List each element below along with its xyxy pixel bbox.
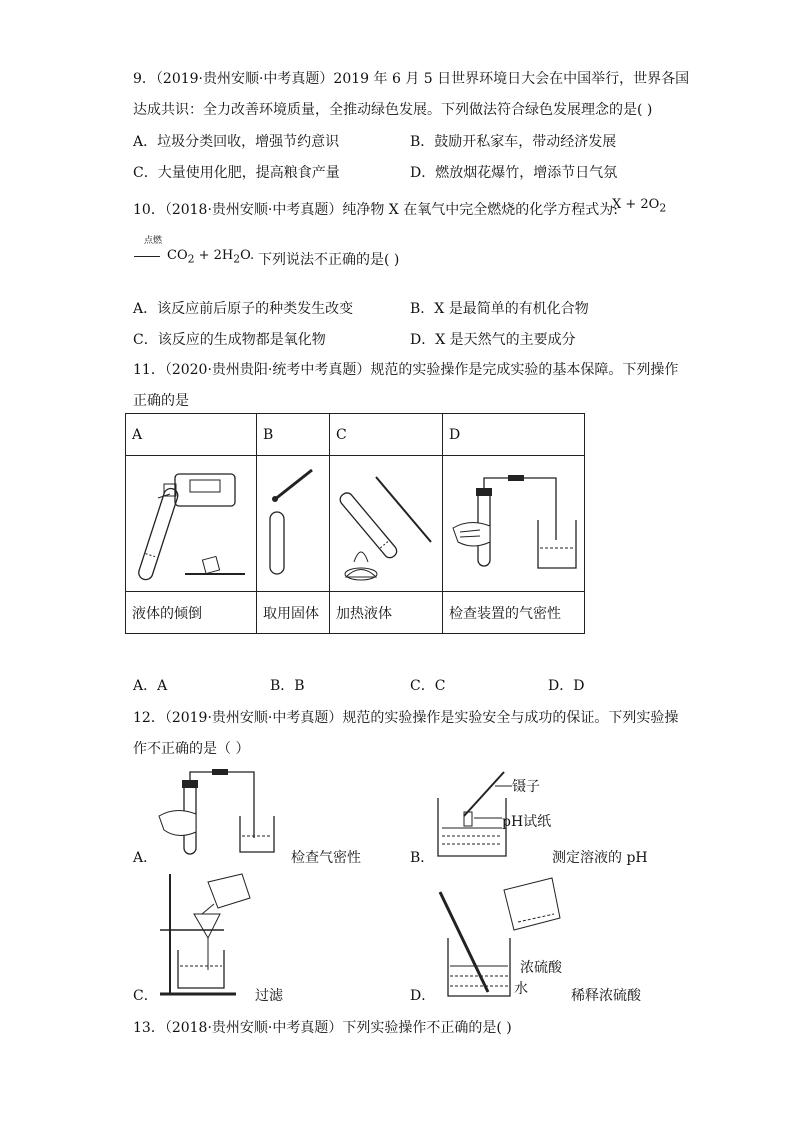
q11-stem-line2: 正确的是 [133,393,189,409]
q11-header-d: D [443,414,585,456]
q11-header-b: B [257,414,330,456]
q12-option-a-letter: A． [133,850,158,866]
q10-eq-left-sub: 2 [659,201,667,215]
q10-option-b: B．X 是最简单的有机化合物 [410,301,589,317]
q11-option-d: D．D [548,678,585,694]
q10-eq-h-sub: 2 [233,252,241,266]
q11-liquid-pouring-illustration [130,462,250,587]
q11-caption-c: 加热液体 [330,592,443,634]
q10-option-a: A．该反应前后原子的种类发生改变 [133,301,354,317]
q11-option-b: B．B [270,678,305,694]
q13-stem-line1: 13．（2018·贵州安顺·中考真题）下列实验操作不正确的是( ) [133,1020,512,1036]
q10-eq-co: CO [167,248,188,263]
q12-b-tweezers-label: 镊子 [512,779,540,795]
q10-equation-arrow [134,256,160,257]
q12-option-a-label: 检查气密性 [291,850,361,866]
q11-header-a: A [126,414,257,456]
q10-eq-h: + 2H [194,248,234,263]
q11-header-c: C [330,414,443,456]
q12-d-acid-label: 浓硫酸 [520,960,562,976]
q12-option-b-label: 测定溶液的 pH [552,850,648,866]
q12-option-d-label: 稀释浓硫酸 [571,988,641,1004]
q10-stem-line2: 下列说法不正确的是( ) [258,252,400,268]
q11-caption-a: 液体的倾倒 [126,592,257,634]
q12-stem-line2: 作不正确的是（ ） [133,741,250,757]
q10-eq-co-sub: 2 [187,252,195,266]
q12-option-c-letter: C． [133,988,158,1004]
q10-equation-right [167,248,254,266]
q10-option-d: D．X 是天然气的主要成分 [410,332,576,348]
q12-c-filtration-illustration [156,870,256,1000]
q9-option-d: D．燃放烟花爆竹，增添节日气氛 [410,165,618,181]
q12-b-leader-lines [470,780,515,820]
q9-option-b: B．鼓励开私家车，带动经济发展 [410,134,617,150]
q9-option-c: C．大量使用化肥，提高粮食产量 [133,165,340,181]
q12-stem-line1: 12．（2019·贵州安顺·中考真题）规范的实验操作是实验安全与成功的保证。下列实验操 [133,710,679,726]
q10-reaction-condition: 点燃 [144,236,163,246]
q12-b-ph-paper-label: pH试纸 [502,814,552,830]
q12-option-d-letter: D． [410,988,436,1004]
q11-heating-liquid-illustration [336,462,436,587]
q12-d-dilution-illustration [434,878,564,998]
q11-option-c: C．C [410,678,446,694]
q11-solid-taking-illustration [262,462,322,587]
q12-d-water-label: 水 [514,981,528,997]
q12-option-c-label: 过滤 [255,988,283,1004]
q9-stem-line1: 9．（2019·贵州安顺·中考真题）2019 年 6 月 5 日世界环境日大会在中国举行，世界各国 [133,71,690,87]
q10-stem-line1: 10．（2018·贵州安顺·中考真题）纯净物 X 在氧气中完全燃烧的化学方程式为: [133,202,618,218]
q12-option-b-letter: B． [410,850,435,866]
q12-a-airtightness-illustration [156,768,276,860]
q11-option-a: A．A [133,678,168,694]
q11-airtightness-illustration [448,470,578,580]
q11-stem-line1: 11．（2020·贵州贵阳·统考中考真题）规范的实验操作是完成实验的基本保障。下列操作 [133,362,679,378]
q9-stem-line2: 达成共识：全力改善环境质量，全推动绿色发展。下列做法符合绿色发展理念的是( ) [133,102,653,118]
q10-eq-o: O. [240,248,255,263]
q10-eq-left-text: X + 2O [612,197,660,212]
q11-caption-d: 检查装置的气密性 [443,592,585,634]
q10-equation-left [612,197,666,215]
q9-option-a: A．垃圾分类回收，增强节约意识 [133,134,340,150]
q11-caption-b: 取用固体 [257,592,330,634]
q10-option-c: C．该反应的生成物都是氧化物 [133,332,326,348]
